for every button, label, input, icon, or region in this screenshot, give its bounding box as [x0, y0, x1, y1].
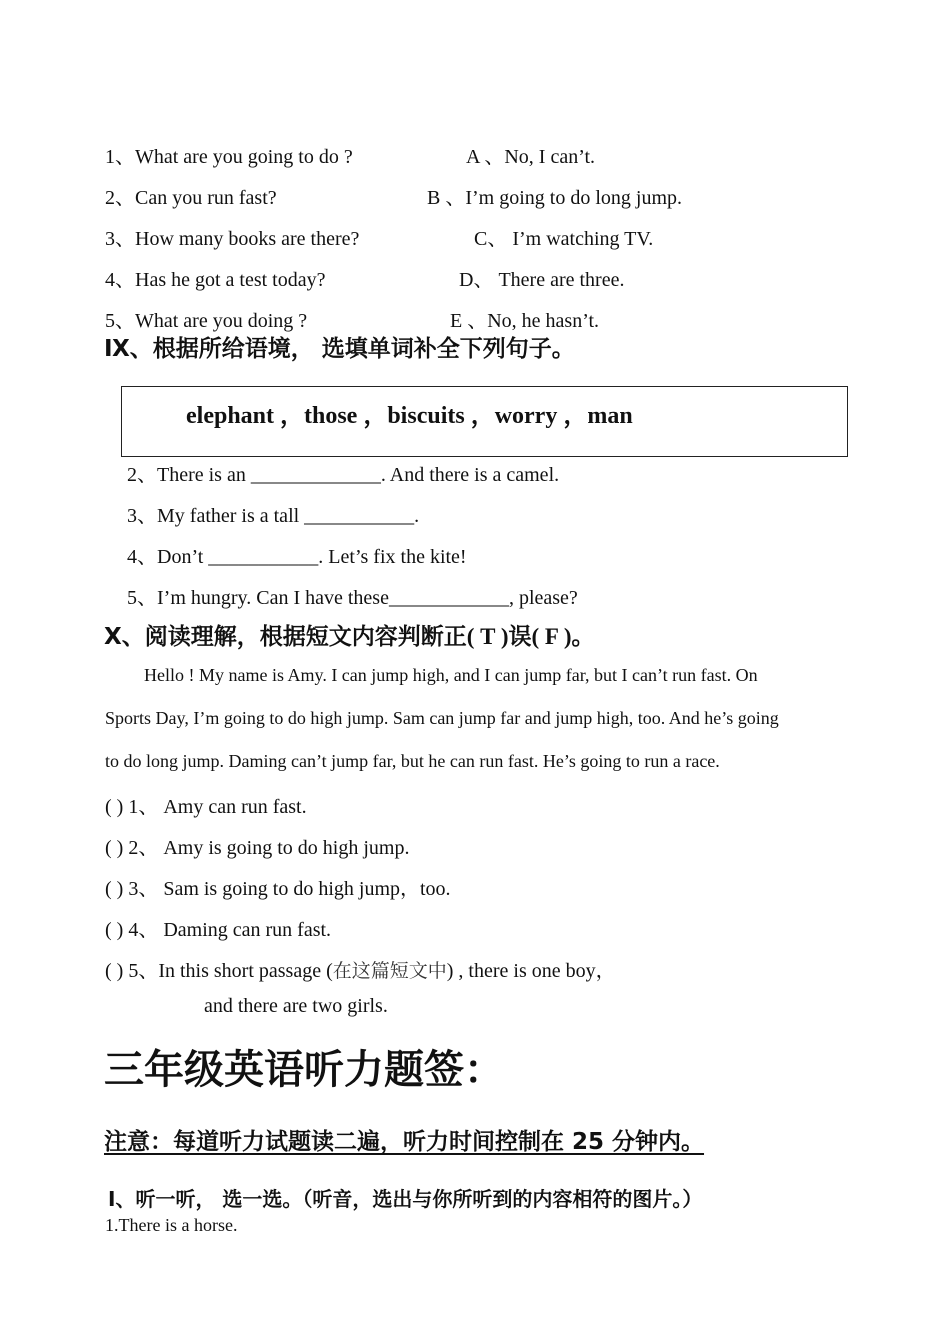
tf-item-3: ( ) 3、 Sam is going to do high jump，too.	[105, 878, 451, 900]
listening-item-1: 1.There is a horse.	[105, 1215, 238, 1235]
tf-item-5	[105, 954, 616, 983]
match-answer-b: B 、I’m going to do long jump.	[427, 187, 682, 209]
passage-line-2: Sports Day, I’m going to do high jump. Sam can jump far and jump high, too. And he’s going	[105, 708, 779, 728]
listening-heading: 三年级英语听力题签：	[104, 1047, 504, 1093]
tf-item-4: ( ) 4、 Daming can run fast.	[105, 919, 332, 941]
match-question-2: 2、Can you run fast?	[105, 187, 277, 209]
section-10-title-part2: 误	[508, 624, 532, 650]
tf-item-5-pre: ( ) 5、In this short passage (	[105, 960, 333, 982]
passage-line-3: to do long jump. Daming can’t jump far, but he can run fast. He’s going to run a race.	[105, 751, 720, 771]
match-question-4: 4、Has he got a test today?	[105, 269, 326, 291]
passage-line-1: Hello ! My name is Amy. I can jump high, and I can jump far, but I can’t run fast. On	[144, 665, 758, 685]
section-10-title	[104, 618, 595, 651]
fill-sentence-5: 5、I’m hungry. Can I have these____________, please?	[127, 587, 578, 609]
match-answer-d: D、 There are three.	[459, 269, 625, 291]
fill-sentence-3: 3、My father is a tall ___________.	[127, 505, 420, 527]
listening-part-1-title: Ⅰ、听一听， 选一选。（听音，选出与你所听到的内容相符的图片。）	[108, 1187, 703, 1211]
section-10-title-part1: Ⅹ、阅读理解，根据短文内容判断正	[104, 624, 467, 650]
match-answer-c: C、 I’m watching TV.	[474, 228, 654, 250]
tf-item-5-chinese: 在这篇短文中	[332, 960, 447, 982]
listening-note: 注意：每道听力试题读二遍，听力时间控制在 25 分钟内。	[104, 1129, 705, 1155]
tf-item-5-post: ) , there is one boy，	[446, 960, 616, 982]
tf-item-2: ( ) 2、 Amy is going to do high jump.	[105, 837, 410, 859]
match-answer-e: E 、No, he hasn’t.	[450, 310, 600, 332]
tf-item-1: ( ) 1、 Amy can run fast.	[105, 796, 307, 818]
fill-sentence-2: 2、There is an _____________. And there is a camel.	[127, 464, 560, 486]
section-10-title-false: ( F )	[531, 624, 572, 649]
section-10-title-true: ( T )	[466, 624, 509, 649]
section-9-title: Ⅸ、根据所给语境， 选填单词补全下列句子。	[104, 336, 575, 362]
match-question-3: 3、How many books are there?	[105, 228, 360, 250]
word-box	[121, 386, 848, 457]
match-answer-a: A 、No, I can’t.	[466, 146, 596, 168]
tf-item-5-continuation: and there are two girls.	[204, 995, 388, 1017]
match-question-5: 5、What are you doing ?	[105, 310, 308, 332]
word-box-words: elephant ，those ，biscuits ，worry ，man	[186, 403, 633, 429]
match-question-1: 1、What are you going to do ?	[105, 146, 353, 168]
section-10-title-end: 。	[571, 624, 595, 650]
fill-sentence-4: 4、Don’t ___________. Let’s fix the kite!	[127, 546, 467, 568]
